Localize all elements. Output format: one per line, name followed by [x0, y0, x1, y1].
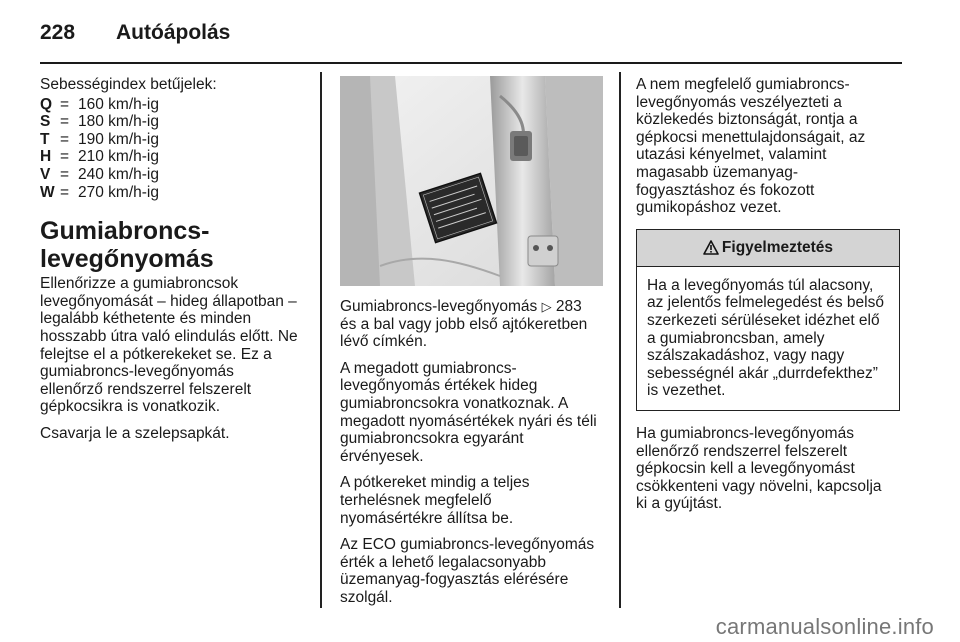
text-line: Az ECO gumiabroncs-levegőnyomás [340, 536, 595, 554]
text-line: szolgál. [340, 588, 393, 606]
column-divider-2 [619, 72, 621, 608]
text-line: nyomásértékre állítsa be. [340, 509, 514, 527]
text-line: legalább kéthetente és minden [40, 310, 252, 328]
speed-row [40, 184, 302, 202]
text-line: lévő címkén. [340, 333, 428, 351]
cross-reference-page: 283 [555, 298, 582, 315]
section-heading [40, 217, 302, 273]
text-line: gépkocsin kell a levegőnyomást [636, 460, 855, 478]
page-header [40, 16, 230, 50]
text-line: megadott nyomásértékek nyári és téli [340, 412, 597, 430]
door-frame-label-photo [340, 76, 603, 286]
column-3 [636, 76, 901, 522]
text-line: levegőnyomás veszélyezteti a [636, 93, 842, 111]
speed-equals: = [60, 95, 70, 113]
text-line: terhelésnek megfelelő [340, 491, 492, 509]
text-line: üzemanyag-fogyasztás elérésére [340, 571, 569, 589]
text-line: sebességnél akár „durrdefekthez” [647, 364, 878, 382]
warning-title: Figyelmeztetés [721, 238, 834, 256]
speed-row [40, 96, 302, 114]
speed-value: 180 km/h-ig [78, 113, 159, 131]
column-1 [40, 76, 302, 452]
spare-wheel-paragraph [340, 474, 604, 527]
speed-index-intro: Sebességindex betűjelek: [40, 76, 217, 93]
warning-box [636, 229, 900, 411]
speed-value: 190 km/h-ig [78, 130, 159, 148]
text-line: ki a gyújtást. [636, 495, 723, 513]
speed-code: W [40, 183, 55, 201]
text-line: Ha gumiabroncs-levegőnyomás [636, 424, 854, 442]
text-line: levegőnyomását – hideg állapotban – [40, 292, 297, 310]
speed-row [40, 148, 302, 166]
speed-code: V [40, 165, 51, 183]
text-line: Gumiabroncs-levegőnyomás [340, 298, 538, 315]
section-heading-line2: levegőnyomás [40, 245, 214, 274]
speed-code: Q [40, 95, 53, 113]
speed-value: 240 km/h-ig [78, 165, 159, 183]
eco-pressure-paragraph [340, 536, 604, 606]
text-line: szerkezeti sérüléseket idézhet elő [647, 311, 880, 329]
warning-triangle-icon [703, 240, 719, 255]
page-number: 228 [40, 21, 76, 44]
watermark: carmanualsonline.info [715, 614, 934, 639]
text-line: utazási kényelmet, valamint [636, 146, 827, 164]
section-heading-line1: Gumiabroncs- [40, 217, 210, 246]
cold-tire-paragraph [340, 360, 604, 466]
column-divider-1 [320, 72, 322, 608]
column-2 [340, 298, 604, 616]
text-line: csökkenteni vagy növelni, kapcsolja [636, 477, 882, 495]
monitoring-system-paragraph [636, 425, 901, 513]
speed-equals: = [60, 148, 70, 166]
speed-value: 210 km/h-ig [78, 148, 159, 166]
text-line: és a bal vagy jobb első ajtókeretben [340, 315, 588, 333]
text-line: felejtse el a pótkerekeket se. Ez a [40, 345, 272, 363]
text-line: Ellenőrizze a gumiabroncsok [40, 275, 239, 293]
speed-row [40, 166, 302, 184]
warning-body [637, 267, 899, 410]
text-line: a gumiabroncsban, amely [647, 329, 825, 347]
speed-equals: = [60, 183, 70, 201]
speed-value: 160 km/h-ig [78, 95, 159, 113]
text-line: Ha a levegőnyomás túl alacsony, [647, 276, 874, 294]
text-line: gumiabroncsokra egyaránt [340, 430, 524, 448]
text-line: ellenőrző rendszerrel felszerelt [40, 380, 252, 398]
text-line: A nem megfelelő gumiabroncs- [636, 76, 850, 93]
warning-header [637, 230, 899, 267]
text-line: magasabb üzemanyag- [636, 163, 798, 181]
warning-text [647, 277, 889, 400]
speed-value: 270 km/h-ig [78, 183, 159, 201]
speed-row [40, 113, 302, 131]
speed-equals: = [60, 130, 70, 148]
pressure-check-paragraph [40, 275, 302, 416]
text-line: közlekedés biztonságát, rontja a [636, 111, 858, 129]
speed-index-table [40, 96, 302, 202]
text-line: érték a lehető legalacsonyabb [340, 553, 546, 571]
text-line: gépkocsi menettulajdonságait, az [636, 128, 866, 146]
text-line: is vezethet. [647, 382, 726, 400]
cross-reference-icon: ▷ [541, 299, 552, 314]
speed-code: S [40, 113, 51, 131]
chapter-title: Autóápolás [116, 21, 231, 44]
speed-row [40, 131, 302, 149]
text-line: érvényesek. [340, 447, 424, 465]
text-line: A pótkereket mindig a teljes [340, 474, 530, 492]
speed-equals: = [60, 165, 70, 183]
text-line: gumiabroncsokra vonatkoznak. A [340, 394, 569, 412]
speed-code: H [40, 148, 52, 166]
speed-equals: = [60, 113, 70, 131]
speed-code: T [40, 130, 50, 148]
incorrect-pressure-paragraph [636, 76, 901, 217]
text-line: gumiabroncs-levegőnyomás [40, 363, 234, 381]
text-line: az jelentős felmelegedést és belső [647, 294, 884, 312]
text-line: ellenőrző rendszerrel felszerelt [636, 442, 848, 460]
text-line: levegőnyomás értékek hideg [340, 377, 538, 395]
text-line: hosszabb útra való elindulás előtt. Ne [40, 327, 298, 345]
label-location-paragraph [340, 298, 604, 351]
text-line: szálszakadáshoz, vagy nagy [647, 347, 845, 365]
text-line: A megadott gumiabroncs- [340, 359, 517, 377]
text-line: gépkocsikra is vonatkozik. [40, 398, 221, 416]
valve-cap-paragraph: Csavarja le a szelepsapkát. [40, 424, 230, 442]
header-rule [40, 62, 902, 64]
text-line: fogyasztáshoz és fokozott [636, 181, 815, 199]
text-line: gumikopáshoz vezet. [636, 199, 782, 217]
